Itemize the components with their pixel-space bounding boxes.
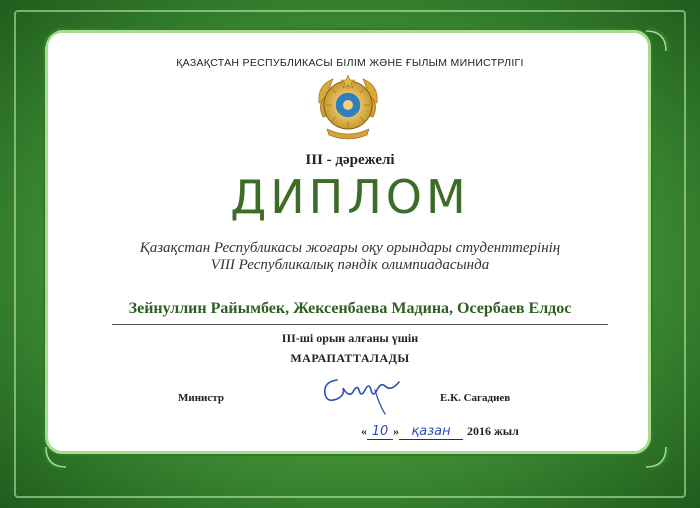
issue-date: [361, 424, 519, 442]
corner-ornament-icon: [642, 443, 672, 473]
names-underline: [112, 324, 608, 325]
recipient-names: Зейнуллин Райымбек, Жексенбаева Мадина, Осербаев Елдос: [128, 300, 572, 317]
ministry-name: ҚАЗАҚСТАН РЕСПУБЛИКАСЫ БІЛІМ ЖӘНЕ ҒЫЛЫМ МИНИСТРЛІГІ: [176, 57, 524, 69]
corner-ornament-icon: [40, 25, 70, 55]
date-month: қазан: [399, 424, 463, 440]
olympiad-line-2: VIII Республикалық пәндік олимпиадасында: [210, 257, 490, 273]
date-open-quote: «: [361, 424, 367, 438]
kazakhstan-state-emblem-icon: [313, 73, 383, 141]
degree-label: III - дәрежелі: [305, 152, 395, 168]
diploma-title: ДИПЛОМ: [230, 170, 470, 224]
place-text: III-ші орын алғаны үшін: [281, 331, 419, 345]
awarded-text: МАРАПАТТАЛАДЫ: [290, 351, 410, 365]
handwritten-signature: [315, 368, 405, 418]
date-close-quote: »: [393, 424, 399, 438]
date-day: 10: [367, 424, 393, 440]
minister-label: Министр: [178, 392, 224, 404]
date-year: 2016 жыл: [467, 424, 519, 438]
minister-name: Е.К. Сагадиев: [440, 392, 511, 404]
corner-ornament-icon: [40, 443, 70, 473]
olympiad-line-1: Қазақстан Республикасы жоғары оқу орындары студенттерінің: [139, 240, 561, 256]
corner-ornament-icon: [642, 25, 672, 55]
